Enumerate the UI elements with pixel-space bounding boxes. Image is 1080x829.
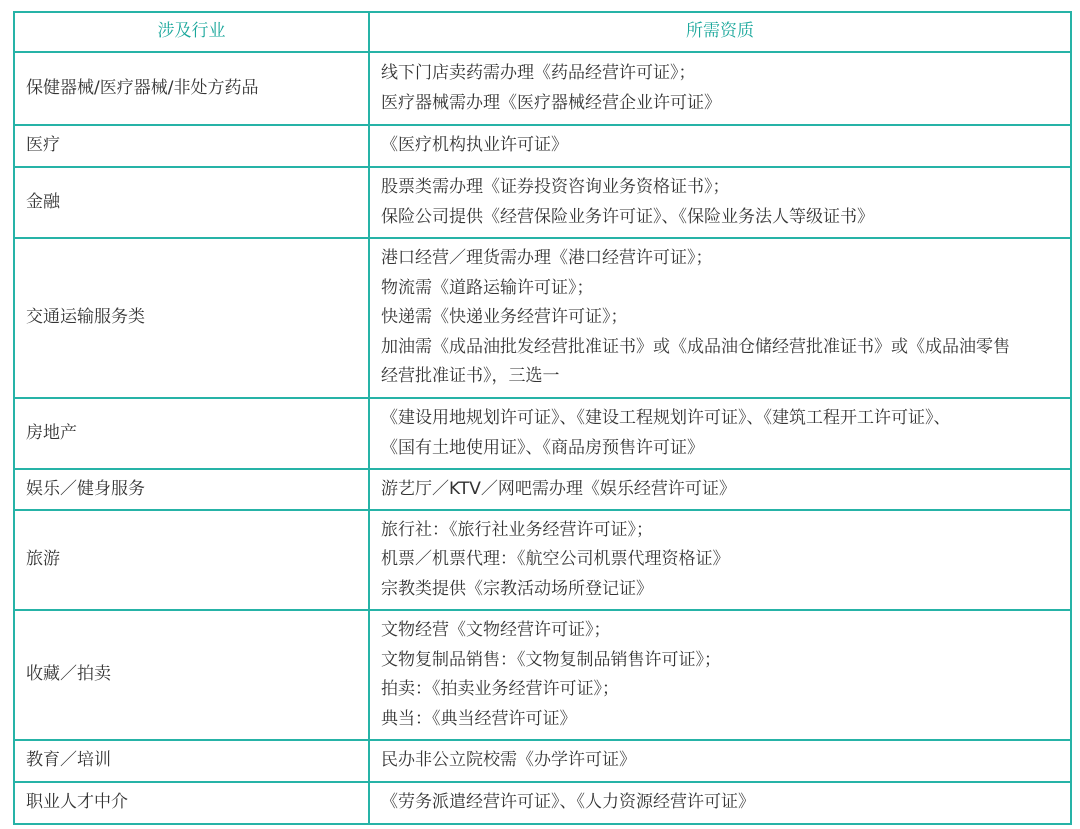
qualification-line: 《医疗机构执业许可证》 bbox=[381, 135, 568, 156]
qualification-line: 机票／机票代理：《航空公司机票代理资格证》 bbox=[381, 549, 730, 570]
qualification-cell bbox=[369, 398, 1071, 469]
qualification-line: 股票类需办理《证券投资咨询业务资格证书》； bbox=[381, 177, 730, 197]
qualification-line: 港口经营／理货需办理《港口经营许可证》； bbox=[381, 248, 713, 269]
qualification-line: 《劳务派遣经营许可证》、《人力资源经营许可证》 bbox=[381, 792, 755, 813]
qualification-cell bbox=[369, 782, 1071, 824]
qualification-line: 快递需《快递业务经营许可证》； bbox=[381, 307, 628, 328]
industry-cell: 交通运输服务类 bbox=[14, 238, 369, 398]
industry-cell: 娱乐／健身服务 bbox=[14, 469, 369, 510]
header-industry: 涉及行业 bbox=[14, 12, 369, 52]
qualification-cell bbox=[369, 469, 1071, 510]
table-body bbox=[14, 52, 1071, 824]
qualification-line: 保险公司提供《经营保险业务许可证》、《保险业务法人等级证书》 bbox=[381, 206, 874, 227]
qualification-cell bbox=[369, 167, 1071, 238]
industry-cell: 收藏／拍卖 bbox=[14, 610, 369, 740]
table-row bbox=[14, 238, 1071, 398]
industry-cell: 教育／培训 bbox=[14, 740, 369, 782]
table-row bbox=[14, 469, 1071, 510]
qualification-line: 加油需《成品油批发经营批准证书》或《成品油仓储经营批准证书》或《成品油零售 bbox=[381, 336, 1010, 357]
table-row bbox=[14, 125, 1071, 167]
qualification-cell bbox=[369, 740, 1071, 782]
header-qualification: 所需资质 bbox=[369, 12, 1071, 52]
qualification-line: 拍卖：《拍卖业务经营许可证》； bbox=[381, 679, 619, 699]
qualification-line: 民办非公立院校需《办学许可证》 bbox=[381, 750, 636, 771]
qualification-cell bbox=[369, 610, 1071, 740]
industry-cell: 职业人才中介 bbox=[14, 782, 369, 824]
industry-cell: 金融 bbox=[14, 167, 369, 238]
qualification-table bbox=[13, 11, 1072, 825]
qualification-line: 文物经营《文物经营许可证》； bbox=[381, 620, 611, 640]
qualification-line: 宗教类提供《宗教活动场所登记证》 bbox=[381, 578, 653, 599]
qualification-cell bbox=[369, 510, 1071, 610]
qualification-line: 《国有土地使用证》、《商品房预售许可证》 bbox=[381, 437, 704, 458]
qualification-line: 旅行社：《旅行社业务经营许可证》； bbox=[381, 519, 653, 540]
table-row bbox=[14, 398, 1071, 469]
qualification-cell bbox=[369, 52, 1071, 125]
table-header bbox=[14, 12, 1071, 52]
qualification-line: 《建设用地规划许可证》、《建设工程规划许可证》、《建筑工程开工许可证》、 bbox=[381, 408, 951, 428]
header-row bbox=[14, 12, 1071, 52]
qualification-cell bbox=[369, 238, 1071, 398]
qualification-line: 游艺厅／KTV／网吧需办理《娱乐经营许可证》 bbox=[381, 478, 736, 499]
table-row bbox=[14, 510, 1071, 610]
industry-cell: 医疗 bbox=[14, 125, 369, 167]
qualification-line: 医疗器械需办理《医疗器械经营企业许可证》 bbox=[381, 92, 721, 113]
qualification-line: 文物复制品销售：《文物复制品销售许可证》； bbox=[381, 649, 721, 670]
table-row bbox=[14, 610, 1071, 740]
industry-cell: 保健器械/医疗器械/非处方药品 bbox=[14, 52, 369, 125]
industry-cell: 旅游 bbox=[14, 510, 369, 610]
qualification-line: 线下门店卖药需办理《药品经营许可证》； bbox=[381, 63, 696, 83]
industry-cell: 房地产 bbox=[14, 398, 369, 469]
table-row bbox=[14, 52, 1071, 125]
qualification-line: 物流需《道路运输许可证》； bbox=[381, 277, 594, 298]
table-row bbox=[14, 740, 1071, 782]
qualification-line: 典当：《典当经营许可证》 bbox=[381, 708, 577, 729]
qualification-cell bbox=[369, 125, 1071, 167]
qualification-line: 经营批准证书》，三选一 bbox=[381, 366, 560, 387]
table-row bbox=[14, 167, 1071, 238]
table-row bbox=[14, 782, 1071, 824]
